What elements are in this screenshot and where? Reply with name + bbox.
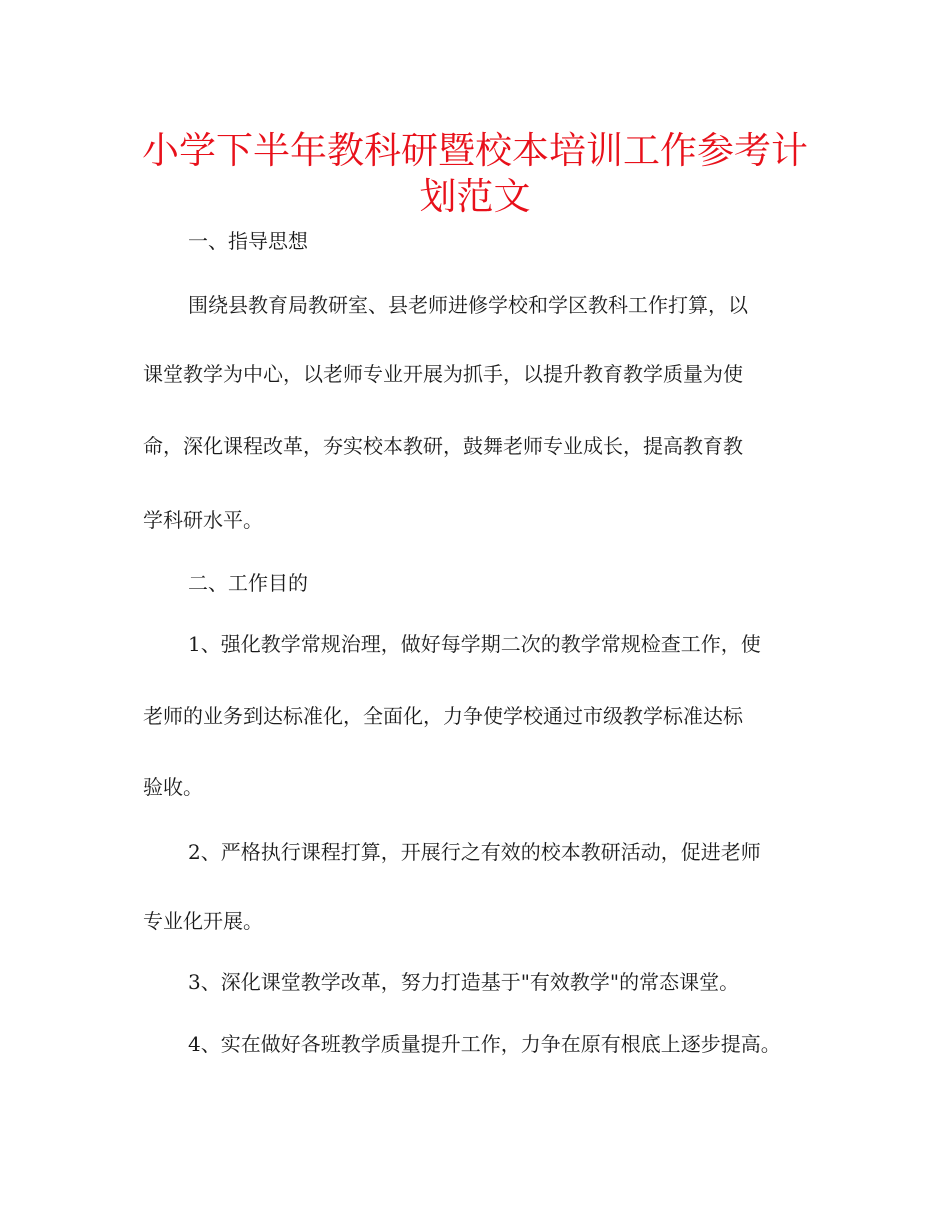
paragraph-line: 围绕县教育局教研室、县老师进修学校和学区教科工作打算，以 [188, 293, 748, 317]
paragraph-line: 验收。 [143, 775, 203, 799]
paragraph-line: 1、强化教学常规治理，做好每学期二次的教学常规检查工作，使 [188, 632, 761, 656]
paragraph-line: 3、深化课堂教学改革，努力打造基于"有效教学"的常态课堂。 [188, 970, 740, 994]
paragraph-line: 学科研水平。 [143, 508, 263, 532]
document-title-line-2: 划范文 [419, 175, 531, 218]
paragraph-line: 专业化开展。 [143, 909, 263, 933]
paragraph-line: 命，深化课程改革，夯实校本教研，鼓舞老师专业成长，提高教育教 [143, 434, 743, 458]
section-heading-work-goals: 二、工作目的 [188, 571, 308, 595]
paragraph-line: 老师的业务到达标准化，全面化，力争使学校通过市级教学标准达标 [143, 704, 743, 728]
section-heading-guiding-ideology: 一、指导思想 [188, 229, 308, 253]
document-title-line-1: 小学下半年教科研暨校本培训工作参考计 [142, 129, 808, 172]
paragraph-line: 课堂教学为中心，以老师专业开展为抓手，以提升教育教学质量为使 [143, 362, 743, 386]
paragraph-line: 4、实在做好各班教学质量提升工作，力争在原有根底上逐步提高。 [188, 1032, 781, 1056]
paragraph-line: 2、严格执行课程打算，开展行之有效的校本教研活动，促进老师 [188, 840, 761, 864]
